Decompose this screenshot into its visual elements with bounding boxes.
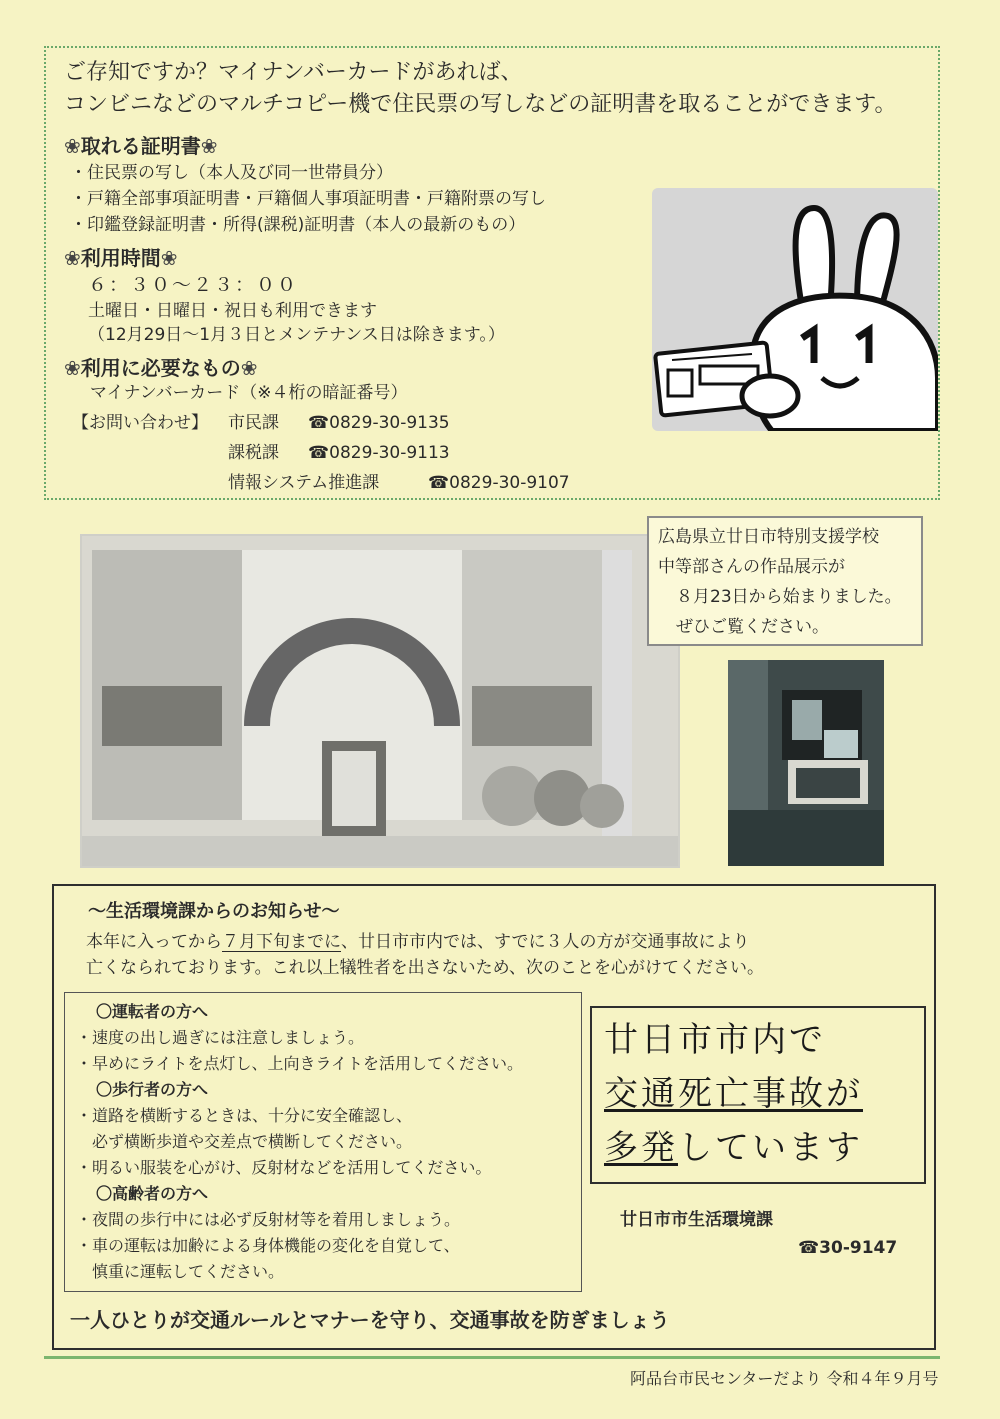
advice-item: 慎重に運転してください。 [76, 1262, 285, 1281]
cert-item: ・戸籍全部事項証明書・戸籍個人事項証明書・戸籍附票の写し [70, 189, 546, 209]
artwork-photo-icon [82, 536, 678, 866]
required-item: マイナンバーカード（※４桁の暗証番号） [90, 383, 408, 403]
exhibit-caption-line: ぜひご覧ください。 [676, 617, 829, 637]
contact-label: 【お問い合わせ】 [72, 413, 208, 433]
advice-item: ・速度の出し過ぎには注意しましょう。 [76, 1028, 365, 1047]
traffic-title: ～生活環境課からのお知らせ～ [88, 901, 340, 922]
contact-dept: 情報システム推進課 [228, 473, 380, 493]
exhibit-caption-line: 広島県立廿日市特別支援学校 [658, 527, 879, 547]
advice-item: ・車の運転は加齢による身体機能の変化を自覚して、 [76, 1236, 460, 1255]
footer-divider [44, 1356, 940, 1359]
safety-slogan: 一人ひとりが交通ルールとマナーを守り、交通事故を防ぎましょう [70, 1308, 670, 1332]
rabbit-mascot-icon [652, 188, 938, 431]
intro-line-1: ご存知ですか？マイナンバーカードがあれば、 [64, 60, 523, 85]
flower-icon: ❀ [64, 134, 81, 158]
warning-line-1: 廿日市市内で [604, 1020, 826, 1060]
flower-icon: ❀ [64, 246, 81, 270]
advice-item: ・早めにライトを点灯し、上向きライトを活用してください。 [76, 1054, 524, 1073]
intro-line-2: コンビニなどのマルチコピー機で住民票の写しなどの証明書を取ることができます。 [64, 92, 897, 117]
traffic-intro-1: 本年に入ってから７月下旬までに、廿日市市内では、すでに３人の方が交通事故により [86, 932, 750, 952]
footer-publication: 阿品台市民センターだより 令和４年９月号 [630, 1369, 939, 1388]
elderly-title: 〇高齢者の方へ [96, 1184, 209, 1203]
hours: ６：３０～２３：００ [88, 274, 299, 296]
exhibit-caption-line: ８月23日から始まりました。 [676, 587, 902, 607]
flower-icon: ❀ [160, 246, 178, 270]
exhibit-photo-main [80, 534, 680, 868]
flower-icon: ❀ [240, 356, 258, 380]
hours-note-2: （12月29日～1月３日とメンテナンス日は除きます。） [88, 325, 505, 345]
warning-line-3: 多発しています [604, 1128, 863, 1168]
traffic-intro-2: 亡くなられております。これ以上犠牲者を出さないため、次のことを心がけてください。 [86, 958, 764, 978]
cert-item: ・住民票の写し（本人及び同一世帯員分） [70, 163, 393, 183]
contact-dept: 市民課 [228, 413, 279, 433]
cert-item: ・印鑑登録証明書・所得(課税)証明書（本人の最新のもの） [70, 215, 526, 235]
flower-icon: ❀ [64, 356, 81, 380]
advice-item: 必ず横断歩道や交差点で横断してください。 [76, 1132, 413, 1151]
exhibit-photo-side [728, 660, 884, 866]
section-title-required: ❀利用に必要なもの❀ [64, 356, 258, 380]
section-title-certificates: ❀取れる証明書❀ [64, 134, 218, 158]
pedestrians-title: 〇歩行者の方へ [96, 1080, 209, 1099]
contact-tel: ☎0829-30-9135 [308, 413, 450, 433]
flower-icon: ❀ [200, 134, 218, 158]
mynumber-mascot-illustration [652, 188, 938, 431]
section-title-hours: ❀利用時間❀ [64, 246, 178, 270]
hours-note-1: 土曜日・日曜日・祝日も利用できます [88, 301, 377, 321]
advice-item: ・明るい服装を心がけ、反射材などを活用してください。 [76, 1158, 492, 1177]
advice-item: ・道路を横断するときは、十分に安全確認し、 [76, 1106, 413, 1125]
dept-name: 廿日市市生活環境課 [620, 1210, 773, 1230]
dept-tel: ☎30-9147 [798, 1238, 898, 1258]
contact-tel: ☎0829-30-9113 [308, 443, 450, 463]
warning-line-2: 交通死亡事故が [604, 1074, 863, 1114]
contact-tel: ☎0829-30-9107 [428, 473, 570, 493]
contact-dept: 課税課 [228, 443, 279, 463]
exhibit-caption-line: 中等部さんの作品展示が [658, 557, 845, 577]
advice-item: ・夜間の歩行中には必ず反射材等を着用しましょう。 [76, 1210, 461, 1229]
drivers-title: 〇運転者の方へ [96, 1002, 209, 1021]
artwork-photo-icon [728, 660, 884, 866]
